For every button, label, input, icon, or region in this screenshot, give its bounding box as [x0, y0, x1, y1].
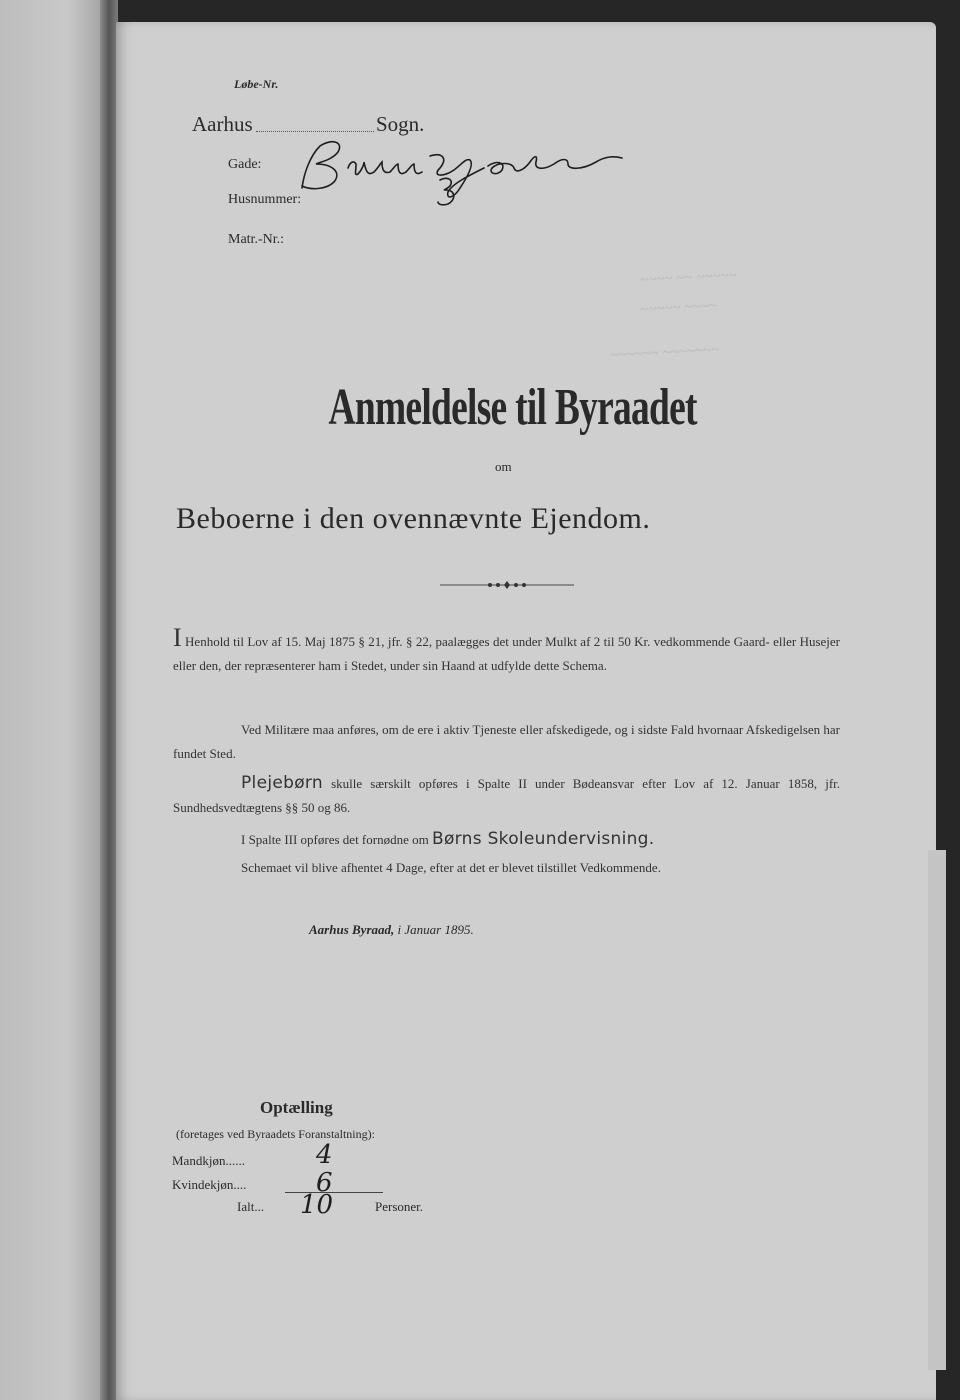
loebe-nr-label: Løbe-Nr. [234, 77, 279, 91]
instruction-paragraph-foster-children [173, 772, 840, 819]
instruction-paragraph-law [173, 623, 840, 677]
bleed-through-mark: ~~~~ ~~ ~~~~~ [639, 267, 738, 289]
form-page [116, 22, 936, 1400]
bleed-through-mark: ~~~~~ ~~~~ [639, 298, 718, 318]
total-count-label: Ialt... [237, 1199, 265, 1214]
paragraph-text: Schemaet vil blive afhentet 4 Dage, efter at det er blevet tilstillet Vedkommende. [241, 860, 661, 875]
instruction-paragraph-schooling [241, 828, 841, 852]
house-number-label: Husnummer: [228, 192, 302, 207]
document-subtitle: Beboerne i den ovennævnte Ejendom. [176, 502, 651, 535]
male-count-value: 4 [316, 1140, 333, 1170]
paragraph-text: I Spalte III opføres det fornødne om [241, 832, 429, 847]
male-count-label: Mandkjøn...... [172, 1153, 245, 1168]
paragraph-text: Ved Militære maa anføres, om de ere i aktiv Tjeneste eller afskedigede, og i sidste Fald hvornaar Afskedigelsen har fundet Sted. [173, 722, 841, 761]
ornamental-divider [440, 578, 574, 592]
cadastral-number-label: Matr.-Nr.: [228, 232, 284, 247]
female-count-label: Kvindekjøn.... [172, 1177, 247, 1192]
issuing-authority: Aarhus Byraad, [309, 922, 395, 937]
count-title: Optælling [260, 1098, 333, 1117]
female-count-value: 6 [316, 1168, 333, 1198]
issuer-signature-line [309, 922, 474, 938]
emphasized-term: Børns Skoleundervisning. [431, 829, 655, 849]
instruction-paragraph-military [173, 718, 840, 765]
bleed-through-mark: ~~~~~~ ~~~~~~~ [609, 342, 720, 364]
document-title: Anmeldelse til Byraadet [328, 379, 697, 436]
parish-prefix: Aarhus [192, 112, 253, 136]
persons-label: Personer. [375, 1199, 424, 1214]
parish-suffix: Sogn. [376, 112, 425, 136]
page-edge-tab [928, 850, 946, 1370]
total-count-value: 10 [300, 1190, 334, 1220]
street-label: Gade: [228, 157, 262, 172]
issue-date: i Januar 1895. [397, 922, 474, 937]
title-connector: om [495, 459, 512, 474]
paragraph-text: Henhold til Lov af 15. Maj 1875 § 21, jfr. § 22, paalægges det under Mulkt af 2 til 50 Kr. vedkommende Gaard- eller Husejer eller den, der repræsenterer ham i Stedet, under sin Haand at udfylde dette Schema. [173, 634, 840, 673]
paragraph-text: skulle særskilt opføres i Spalte II under Bødeansvar efter Lov af 12. Januar 1858, jfr. Sundhedsvedtægtens §§ 50 og 86. [173, 776, 841, 815]
count-subtitle: (foretages ved Byraadets Foranstaltning): [176, 1127, 375, 1141]
emphasized-term: Plejebørn [241, 773, 323, 793]
handwritten-street-address [292, 128, 632, 213]
facing-page-edge [0, 0, 112, 1400]
drop-initial: I [173, 623, 182, 652]
instruction-paragraph-collection [241, 856, 841, 880]
